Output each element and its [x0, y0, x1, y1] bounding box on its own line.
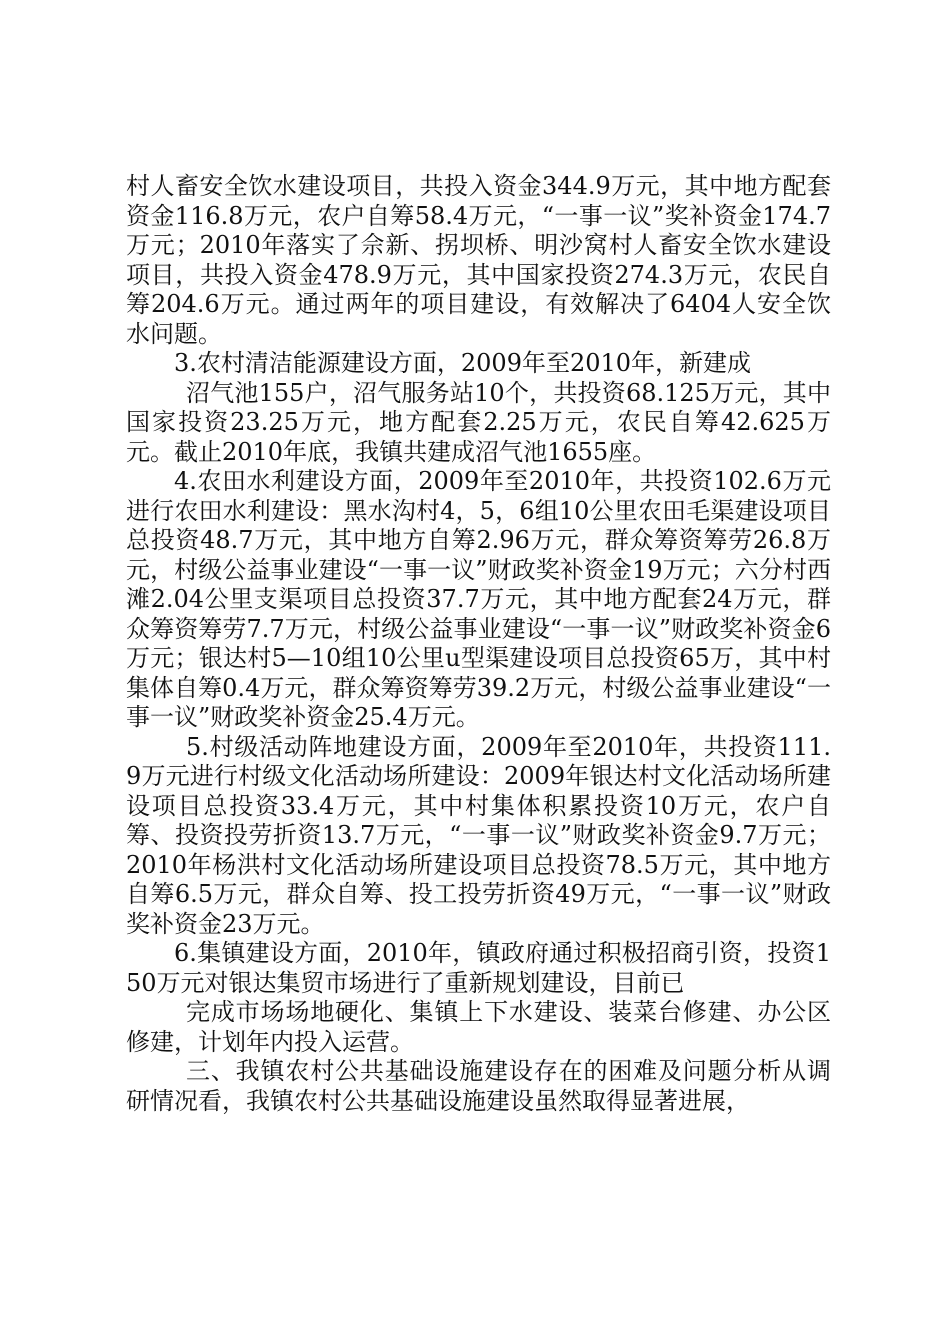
paragraph-biogas: 沼气池155户，沼气服务站10个，共投资68.125万元，其中国家投资23.25万元，地方配套2.25万元，农民自筹42.625万元。截止2010年底，我镇共建成沼气池1655座。	[126, 378, 831, 466]
paragraph-village-activity-sites: 5.村级活动阵地建设方面，2009年至2010年，共投资111.9万元进行村级文化活动场所建设：2009年银达村文化活动场所建设项目总投资33.4万元，其中村集体积累投资10万元，农户自筹、投资投劳折资13.7万元，“一事一议”财政奖补资金9.7万元；2010年杨洪村文化活动场所建设项目总投资78.5万元，其中地方自筹6.5万元，群众自筹、投工投劳折资49万元，“一事一议”财政奖补资金23万元。	[126, 732, 831, 938]
paragraph-drinking-water: 村人畜安全饮水建设项目，共投入资金344.9万元，其中地方配套资金116.8万元，农户自筹58.4万元，“一事一议”奖补资金174.7万元；2010年落实了佘新、拐坝桥、明沙窝村人畜安全饮水建设项目，共投入资金478.9万元，其中国家投资274.3万元，农民自筹204.6万元。通过两年的项目建设，有效解决了6404人安全饮水问题。	[126, 172, 831, 348]
document-body	[126, 172, 831, 1116]
paragraph-clean-energy-heading: 3.农村清洁能源建设方面，2009年至2010年，新建成	[174, 349, 752, 377]
paragraph-town-construction: 6.集镇建设方面，2010年，镇政府通过积极招商引资，投资150万元对银达集贸市场进行了重新规划建设，目前已	[126, 939, 831, 997]
paragraph-farmland-irrigation: 4.农田水利建设方面，2009年至2010年，共投资102.6万元进行农田水利建设：黑水沟村4，5，6组10公里农田毛渠建设项目总投资48.7万元，其中地方自筹2.96万元，群众筹资筹劳26.8万元，村级公益事业建设“一事一议”财政奖补资金19万元；六分村西滩2.04公里支渠项目总投资37.7万元，其中地方配套24万元，群众筹资筹劳7.7万元，村级公益事业建设“一事一议”财政奖补资金6万元；银达村5—10组10公里u型渠建设项目总投资65万，其中村集体自筹0.4万元，群众筹资筹劳39.2万元，村级公益事业建设“一事一议”财政奖补资金25.4万元。	[126, 467, 831, 731]
paragraph-section-three-heading: 三、我镇农村公共基础设施建设存在的困难及问题分析从调研情况看，我镇农村公共基础设施建设虽然取得显著进展，	[126, 1057, 831, 1115]
paragraph-market-completion: 完成市场场地硬化、集镇上下水建设、装菜台修建、办公区修建，计划年内投入运营。	[126, 998, 831, 1056]
